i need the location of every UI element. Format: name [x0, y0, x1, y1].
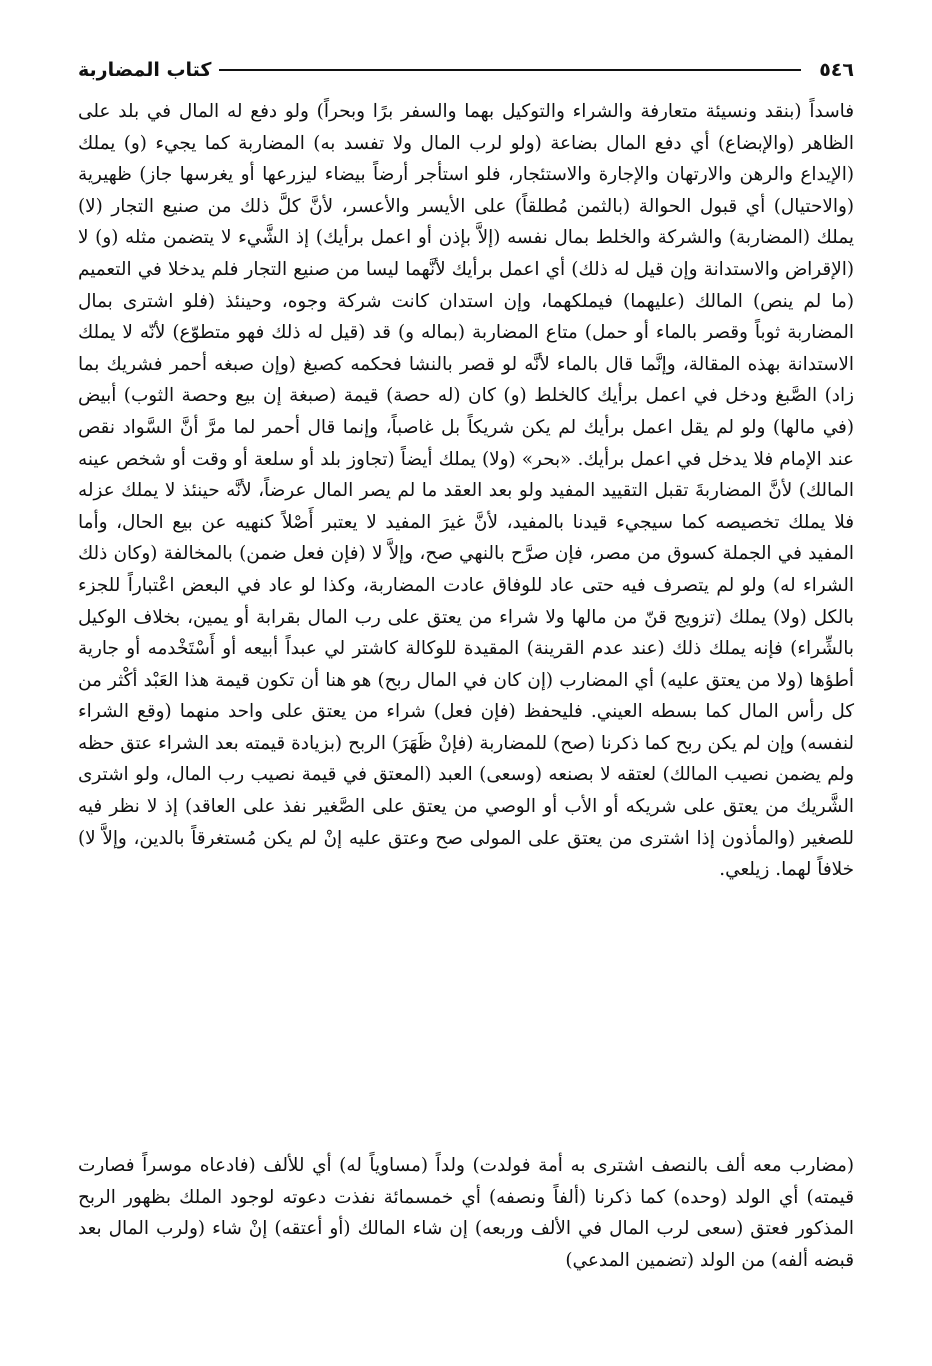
paragraph-2	[78, 1150, 854, 1276]
book-title: كتاب المضاربة	[78, 59, 212, 81]
paragraph-1	[78, 96, 854, 886]
header-rule	[219, 69, 801, 71]
paragraph-text: (مضارب معه ألف بالنصف اشترى به أمة فولدت) ولداً (مساوياً له) أي للألف (فادعاه موسراً فصارت قيمته) أي الولد (وحده) كما ذكرنا (ألفاً ونصفه) أي خمسمائة نفذت دعوته لوجود الملك بظهور الربح المذكور فعتق (سعى لرب المال في الألف وربعه) إن شاء المالك (أو أعتقه) إنْ شاء (ولرب المال بعد قبضه ألفه) من الولد (تضمين المدعي)	[78, 1155, 854, 1271]
page-header	[78, 56, 854, 84]
page-number: ٥٤٦	[819, 59, 854, 81]
paragraph-text: فاسداً (بنقد ونسيئة متعارفة والشراء والتوكيل بهما والسفر برًا وبحراً) ولو دفع له المال في بلد على الظاهر (والإبضاع) أي دفع المال بضاعة (ولو لرب المال ولا تفسد به) المضاربة كما يجيء (و) يملك (الإيداع والرهن والارتهان والإجارة والاستئجار، فلو استأجر أرضاً بيضاء ليزرعها أو يغرسها جاز) ظهيرية (والاحتيال) أي قبول الحوالة (بالثمن مُطلقاً) على الأيسر والأعسر، لأنَّ كلَّ ذلك من صنيع التجار (لا) يملك (المضاربة) والشركة والخلط بمال نفسه (إلاَّ بإذن أو اعمل برأيك) إذ الشَّيء لا يتضمن مثله (و) لا (الإقراض والاستدانة وإن قيل له ذلك) أي اعمل برأيك لأنَّهما ليسا من صنيع التجار فلم يدخلا في التعميم (ما لم ينص) المالك (عليهما) فيملكهما، وإن استدان كانت شركة وجوه، وحينئذ (فلو اشترى بمال المضاربة ثوباً وقصر بالماء أو حمل) متاع المضاربة (بماله و) قد (قيل له ذلك فهو متطوّع) لأنّه لا يملك الاستدانة بهذه المقالة، وإنَّما قال بالماء لأنَّه لو قصر بالنشا فحكمه كصبغ (وإن صبغه أحمر فشريك بما زاد) الصَّبغ ودخل في اعمل برأيك كالخلط (و) كان (له حصة) قيمة (صبغة إن بيع وحصة الثوب) أبيض (في مالها) ولو لم يقل اعمل برأيك لم يكن شريكاً بل غاصباً، وإنما قال أحمر لما مرَّ أنَّ السَّواد نقص عند الإمام فلا يدخل في اعمل برأيك. «بحر» (ولا) يملك أيضاً (تجاوز بلد أو سلعة أو وقت أو شخص عينه المالك) لأنَّ المضاربةَ تقبل التقييد المفيد ولو بعد العقد ما لم يصر المال عرضاً، لأنَّه حينئذ لا يملك عزله فلا يملك تخصيصه كما سيجيء قيدنا بالمفيد، لأنَّ غيرَ المفيد لا يعتبر أَصْلاً كنهيه عن بيع الحال، وأما المفيد في الجملة كسوق من مصر، فإن صرَّح بالنهي صح، وإلاَّ لا (فإن فعل ضمن) بالمخالفة (وكان ذلك الشراء له) ولو لم يتصرف فيه حتى عاد للوفاق عادت المضاربة، وكذا لو عاد في البعض اعْتباراً للجزء بالكل (ولا) يملك (تزويج قنّ من مالها ولا شراء من يعتق على رب المال بقرابة أو يمين، بخلاف الوكيل بالشِّراء) فإنه يملك ذلك (عند عدم القرينة) المقيدة للوكالة كاشتر لي عبداً أبيعه أو أَسْتَخْدمه أو جارية أطؤها (ولا من يعتق عليه) أي المضارب (إن كان في المال ربح) هو هنا أن تكون قيمة هذا العَبْد أكْثر من كل رأس المال كما بسطه العيني. فليحفظ (فإن فعل) شراء من يعتق على واحد منهما (وقع الشراء لنفسه) وإن لم يكن ربح كما ذكرنا (صح) للمضاربة (فإنْ ظَهَرَ) الربح (بزيادة قيمته بعد الشراء عتق حظه ولم يضمن نصيب المالك) لعتقه لا بصنعه (وسعى) العبد (المعتق في قيمة نصيب رب المال، ولو اشترى الشَّريك من يعتق على شريكه أو الأب أو الوصي من يعتق على الصَّغير نفذ على العاقد) إذ لا نظر فيه للصغير (والمأذون إذا اشترى من يعتق على المولى صح وعتق عليه إنْ لم يكن مُستغرقاً بالدين، وإلاَّ لا) خلافاً لهما. زيلعي.	[78, 101, 854, 881]
